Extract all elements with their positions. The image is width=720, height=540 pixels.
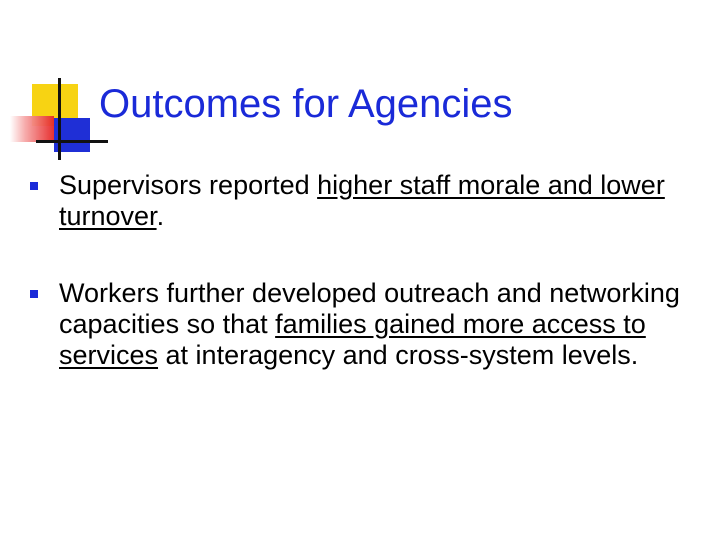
bullet-item — [30, 278, 700, 371]
bullet-item — [30, 170, 700, 232]
bullet-list — [30, 170, 700, 417]
logo-red-square — [10, 116, 54, 142]
bullet-text-underlined: higher staff morale and lower turnover — [59, 170, 665, 231]
bullet-text-part: at interagency and cross-system levels. — [158, 340, 639, 370]
bullet-text-part: . — [156, 201, 165, 231]
bullet-text-part: Workers further developed outreach and networking capacities so that — [59, 278, 680, 339]
slide-title: Outcomes for Agencies — [99, 82, 513, 126]
logo-horizontal-line — [36, 140, 108, 143]
bullet-text-part: Supervisors reported — [59, 170, 318, 200]
bullet-square-icon — [30, 290, 38, 298]
bullet-square-icon — [30, 182, 38, 190]
logo-vertical-line — [58, 78, 61, 160]
bullet-text-underlined: families gained more access to services — [59, 309, 646, 370]
logo-graphic — [0, 0, 110, 170]
